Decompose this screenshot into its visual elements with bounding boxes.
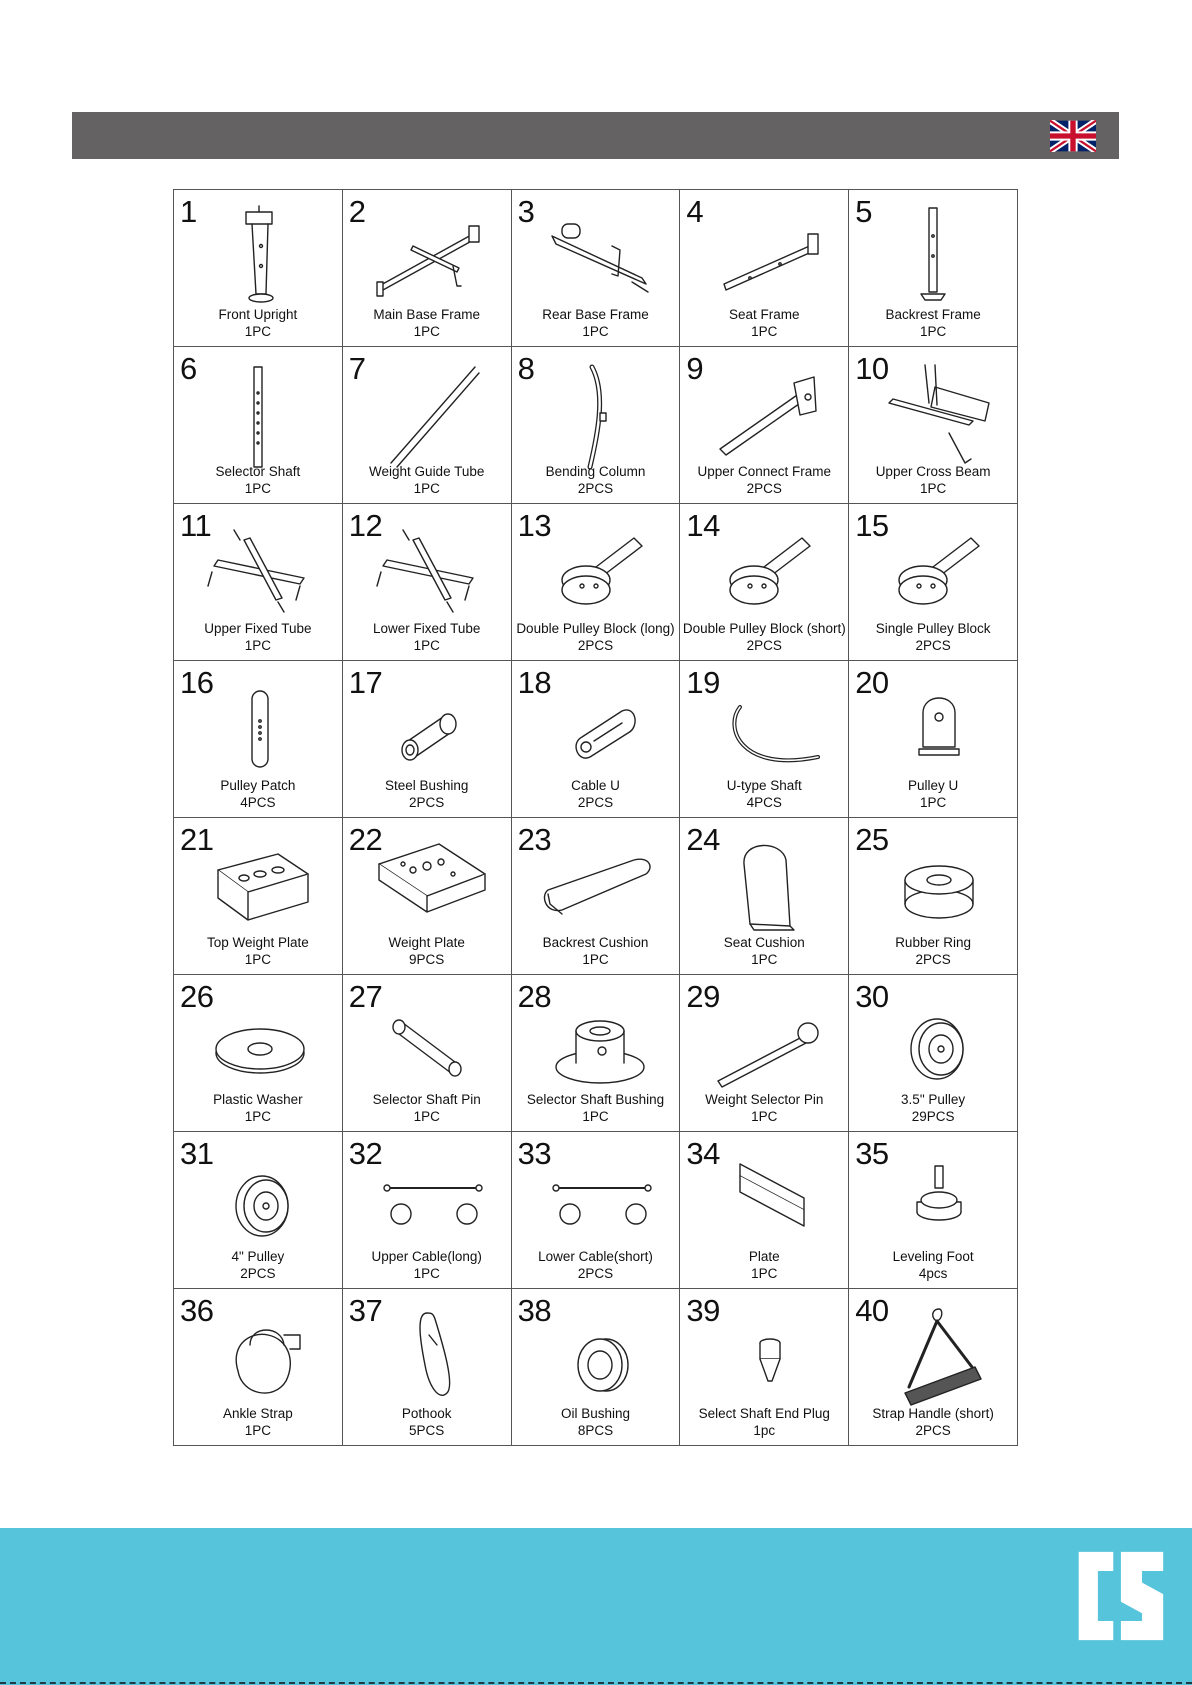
backrest-frame-icon: [879, 206, 989, 310]
pulley-block-icon: [542, 520, 652, 624]
part-quantity: 2PCS: [240, 1266, 276, 1281]
part-label: [512, 1405, 680, 1439]
part-name: Backrest Frame: [885, 307, 981, 322]
top-plate-icon: [204, 834, 314, 938]
part-quantity: 4PCS: [240, 795, 276, 810]
part-quantity: 1PC: [582, 324, 609, 339]
cushion-icon: [542, 834, 652, 938]
part-name: Selector Shaft Bushing: [526, 1092, 665, 1107]
part-cell: [343, 975, 512, 1132]
part-quantity: 1PC: [413, 638, 440, 653]
part-label: [343, 306, 511, 340]
part-cell: [174, 504, 343, 661]
part-number: 40: [855, 1293, 889, 1328]
part-quantity: 1pc: [753, 1423, 776, 1438]
part-name: Main Base Frame: [373, 307, 480, 322]
part-name: Pulley Patch: [220, 778, 296, 793]
pulley-icon: [879, 991, 989, 1095]
part-label: [680, 1248, 848, 1282]
part-quantity: 2PCS: [577, 795, 614, 810]
part-quantity: 2PCS: [746, 638, 782, 653]
part-label: [680, 777, 848, 811]
part-name: Upper Fixed Tube: [204, 621, 312, 636]
seat-frame-icon: [710, 206, 820, 310]
part-cell: [174, 661, 343, 818]
part-quantity: 4pcs: [918, 1266, 948, 1281]
part-name: Leveling Foot: [892, 1249, 974, 1264]
part-name: Pothook: [401, 1406, 452, 1421]
part-label: [343, 1091, 511, 1125]
part-number: 35: [855, 1136, 889, 1171]
part-name: Double Pulley Block (long): [516, 621, 675, 636]
part-number: 7: [348, 351, 366, 386]
part-quantity: 1PC: [751, 1109, 778, 1124]
part-cell: [849, 504, 1018, 661]
uk-flag-icon: [1050, 120, 1096, 152]
part-number: 13: [517, 508, 552, 543]
part-name: Steel Bushing: [385, 778, 469, 793]
seat-cushion-icon: [710, 834, 820, 938]
ankle-strap-icon: [204, 1305, 314, 1409]
part-label: [849, 777, 1017, 811]
part-name: Bending Column: [545, 464, 646, 479]
part-label: [680, 1091, 848, 1125]
part-name: Backrest Cushion: [542, 935, 649, 950]
part-quantity: 1PC: [582, 952, 609, 967]
part-cell: [680, 504, 849, 661]
part-cell: [174, 347, 343, 504]
part-quantity: 2PCS: [915, 952, 951, 967]
ring-icon: [879, 834, 989, 938]
part-name: Double Pulley Block (short): [682, 621, 846, 636]
part-quantity: 5PCS: [409, 1423, 445, 1438]
cable-u-icon: [542, 677, 652, 781]
part-label: [680, 463, 848, 497]
part-number: 3: [517, 194, 535, 229]
part-number: 18: [517, 665, 552, 700]
part-number: 33: [517, 1136, 552, 1171]
part-label: [849, 1248, 1017, 1282]
part-label: [849, 463, 1017, 497]
part-label: [343, 934, 511, 968]
part-number: 4: [686, 194, 704, 229]
part-label: [174, 1405, 342, 1439]
part-label: [849, 934, 1017, 968]
part-quantity: 1PC: [919, 795, 947, 810]
part-quantity: 1PC: [919, 481, 947, 496]
part-cell: [343, 504, 512, 661]
part-name: Lower Fixed Tube: [373, 621, 481, 636]
part-label: [343, 620, 511, 654]
part-number: 34: [686, 1136, 720, 1171]
part-cell: [174, 975, 343, 1132]
part-name: Selector Shaft Pin: [372, 1092, 481, 1107]
guide-tube-icon: [373, 363, 483, 467]
end-plug-icon: [710, 1305, 820, 1409]
part-cell: [343, 1289, 512, 1446]
part-number: 8: [517, 351, 535, 386]
part-number: 19: [686, 665, 720, 700]
part-cell: [174, 818, 343, 975]
part-quantity: 1PC: [413, 1266, 440, 1281]
part-name: Weight Plate: [388, 935, 465, 950]
part-name: U-type Shaft: [726, 778, 802, 793]
part-name: Single Pulley Block: [875, 621, 991, 636]
part-name: Select Shaft End Plug: [698, 1406, 830, 1421]
part-name: Seat Cushion: [723, 935, 805, 950]
part-name: Upper Connect Frame: [697, 464, 832, 479]
part-cell: [343, 1132, 512, 1289]
part-label: [849, 1405, 1017, 1439]
shaft-icon: [204, 363, 314, 467]
part-number: 2: [348, 194, 366, 229]
part-cell: [343, 818, 512, 975]
part-label: [174, 1248, 342, 1282]
part-cell: [174, 1289, 343, 1446]
part-number: 36: [180, 1293, 214, 1328]
part-quantity: 1PC: [244, 1423, 272, 1438]
part-name: Weight Guide Tube: [369, 464, 485, 479]
part-name: Weight Selector Pin: [705, 1092, 824, 1107]
part-name: Pulley U: [907, 778, 959, 793]
part-number: 21: [180, 822, 214, 857]
part-quantity: 1PC: [244, 324, 272, 339]
part-quantity: 2PCS: [746, 481, 782, 496]
part-quantity: 1PC: [751, 1266, 778, 1281]
weight-plate-icon: [373, 834, 483, 938]
part-name: Rear Base Frame: [542, 307, 649, 322]
part-label: [849, 620, 1017, 654]
part-quantity: 1PC: [582, 1109, 609, 1124]
part-cell: [680, 190, 849, 347]
part-number: 10: [855, 351, 889, 386]
part-cell: [343, 661, 512, 818]
part-label: [512, 1091, 680, 1125]
part-cell: [680, 347, 849, 504]
part-cell: [849, 661, 1018, 818]
cs-logo-icon: [1070, 1548, 1168, 1644]
plate-icon: [710, 1148, 820, 1252]
part-number: 14: [686, 508, 720, 543]
part-quantity: 2PCS: [577, 638, 614, 653]
part-label: [849, 306, 1017, 340]
part-cell: [512, 504, 681, 661]
part-quantity: 2PCS: [915, 638, 951, 653]
part-cell: [680, 661, 849, 818]
part-quantity: 1PC: [413, 1109, 440, 1124]
part-name: Upper Cable(long): [371, 1249, 482, 1264]
part-label: [174, 934, 342, 968]
part-number: 6: [180, 351, 197, 386]
part-label: [343, 777, 511, 811]
part-quantity: 1PC: [244, 952, 272, 967]
part-quantity: 2PCS: [577, 481, 614, 496]
part-name: Plastic Washer: [213, 1092, 303, 1107]
part-cell: [343, 347, 512, 504]
part-label: [343, 1405, 511, 1439]
part-label: [174, 1091, 342, 1125]
part-number: 16: [180, 665, 214, 700]
part-quantity: 2PCS: [409, 795, 445, 810]
part-label: [680, 1405, 848, 1439]
part-name: Selector Shaft: [215, 464, 301, 479]
part-label: [512, 777, 680, 811]
part-cell: [680, 1132, 849, 1289]
part-label: [343, 463, 511, 497]
fixed-tube-icon: [204, 520, 314, 624]
part-label: [680, 934, 848, 968]
pulley-icon: [204, 1148, 314, 1252]
part-number: 32: [348, 1136, 383, 1171]
part-number: 9: [686, 351, 704, 386]
part-cell: [849, 1289, 1018, 1446]
part-quantity: 4PCS: [746, 795, 782, 810]
part-label: [680, 306, 848, 340]
oil-bushing-icon: [542, 1305, 652, 1409]
part-label: [512, 306, 680, 340]
part-quantity: 1PC: [244, 638, 272, 653]
part-label: [174, 620, 342, 654]
part-cell: [680, 975, 849, 1132]
part-cell: [343, 190, 512, 347]
part-name: Top Weight Plate: [206, 935, 309, 950]
part-name: Strap Handle (short): [872, 1406, 994, 1421]
part-number: 31: [180, 1136, 214, 1171]
part-label: [512, 463, 680, 497]
connect-frame-icon: [710, 363, 820, 467]
shaft-bushing-icon: [542, 991, 652, 1095]
strap-handle-icon: [879, 1305, 989, 1409]
part-number: 26: [180, 979, 214, 1014]
cross-beam-icon: [879, 363, 989, 467]
part-label: [512, 620, 680, 654]
part-cell: [512, 818, 681, 975]
part-number: 23: [517, 822, 552, 857]
pin-icon: [373, 991, 483, 1095]
carabiner-icon: [373, 1305, 483, 1409]
cable-icon: [373, 1148, 483, 1252]
washer-icon: [204, 991, 314, 1095]
part-number: 15: [855, 508, 889, 543]
part-name: Lower Cable(short): [538, 1249, 653, 1264]
part-label: [174, 306, 342, 340]
part-quantity: 1PC: [244, 1109, 272, 1124]
part-number: 12: [348, 508, 383, 543]
rear-frame-icon: [542, 206, 652, 310]
part-number: 28: [517, 979, 552, 1014]
part-name: Cable U: [571, 778, 620, 793]
part-number: 17: [348, 665, 383, 700]
part-cell: [174, 190, 343, 347]
part-number: 5: [855, 194, 872, 229]
part-name: Oil Bushing: [560, 1406, 631, 1421]
part-name: Seat Frame: [729, 307, 800, 322]
part-name: Rubber Ring: [895, 935, 971, 950]
pulley-block-icon: [710, 520, 820, 624]
part-name: Ankle Strap: [223, 1406, 293, 1421]
pulley-block-icon: [879, 520, 989, 624]
part-cell: [512, 975, 681, 1132]
parts-grid: [173, 189, 1018, 1446]
leveling-foot-icon: [879, 1148, 989, 1252]
part-number: 37: [348, 1293, 383, 1328]
part-label: [174, 463, 342, 497]
part-number: 27: [348, 979, 383, 1014]
part-cell: [512, 1289, 681, 1446]
bushing-icon: [373, 677, 483, 781]
selector-pin-icon: [710, 991, 820, 1095]
part-number: 22: [348, 822, 383, 857]
part-quantity: 29PCS: [911, 1109, 955, 1124]
part-cell: [512, 661, 681, 818]
part-quantity: 1PC: [751, 952, 778, 967]
part-cell: [512, 1132, 681, 1289]
part-cell: [512, 190, 681, 347]
footer-bar: [0, 1528, 1192, 1685]
part-number: 20: [855, 665, 889, 700]
part-quantity: 2PCS: [915, 1423, 951, 1438]
fixed-tube-icon: [373, 520, 483, 624]
upright-icon: [204, 206, 314, 310]
part-name: Front Upright: [218, 307, 298, 322]
part-quantity: 1PC: [919, 324, 947, 339]
column-icon: [542, 363, 652, 467]
part-label: [680, 620, 848, 654]
part-quantity: 1PC: [244, 481, 272, 496]
part-cell: [849, 818, 1018, 975]
part-number: 30: [855, 979, 889, 1014]
part-name: 3.5" Pulley: [901, 1092, 966, 1107]
part-label: [512, 1248, 680, 1282]
part-cell: [174, 1132, 343, 1289]
part-cell: [849, 1132, 1018, 1289]
patch-icon: [204, 677, 314, 781]
pulley-u-icon: [879, 677, 989, 781]
part-label: [512, 934, 680, 968]
part-quantity: 8PCS: [577, 1423, 614, 1438]
part-label: [849, 1091, 1017, 1125]
part-cell: [680, 818, 849, 975]
part-cell: [849, 190, 1018, 347]
base-frame-icon: [373, 206, 483, 310]
part-name: 4" Pulley: [231, 1249, 285, 1264]
part-cell: [849, 975, 1018, 1132]
u-shaft-icon: [710, 677, 820, 781]
part-cell: [849, 347, 1018, 504]
part-number: 24: [686, 822, 720, 857]
part-cell: [512, 347, 681, 504]
part-number: 11: [180, 508, 212, 543]
part-quantity: 1PC: [751, 324, 778, 339]
part-name: Plate: [748, 1249, 780, 1264]
part-number: 25: [855, 822, 889, 857]
header-bar: [72, 112, 1119, 159]
part-cell: [680, 1289, 849, 1446]
page-edge: [0, 1682, 1192, 1684]
part-number: 29: [686, 979, 720, 1014]
part-number: 39: [686, 1293, 720, 1328]
part-number: 38: [517, 1293, 552, 1328]
part-number: 1: [180, 194, 197, 229]
part-label: [343, 1248, 511, 1282]
cable-icon: [542, 1148, 652, 1252]
part-quantity: 2PCS: [577, 1266, 614, 1281]
part-quantity: 1PC: [413, 324, 440, 339]
part-name: Upper Cross Beam: [875, 464, 991, 479]
part-quantity: 1PC: [413, 481, 440, 496]
part-quantity: 9PCS: [409, 952, 445, 967]
part-label: [174, 777, 342, 811]
